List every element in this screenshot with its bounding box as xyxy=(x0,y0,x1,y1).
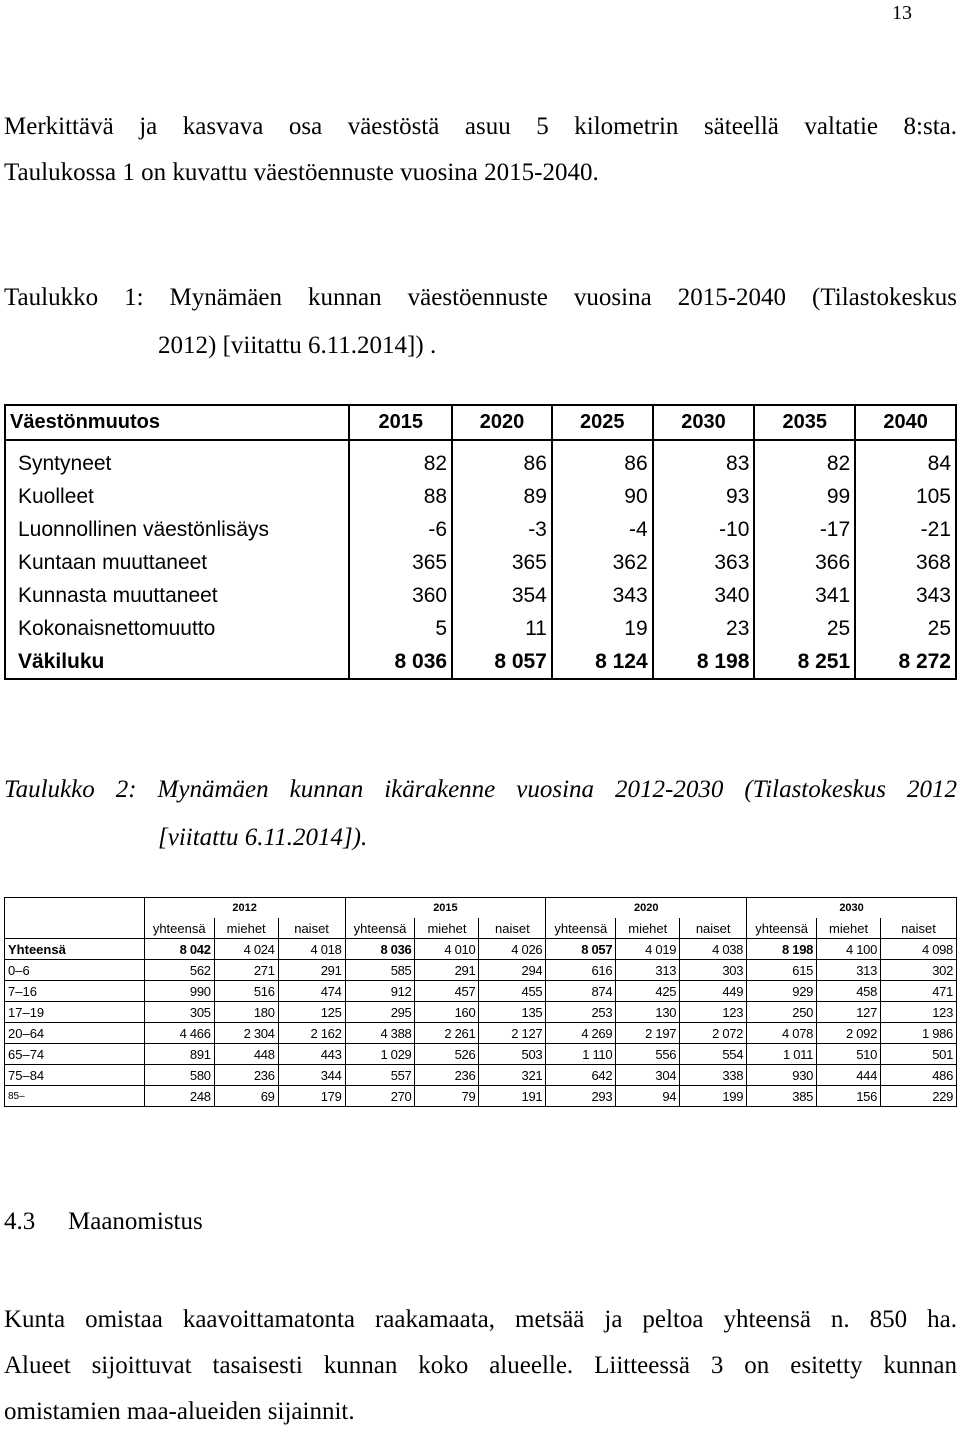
table2-cell: 305 xyxy=(144,1002,214,1023)
table2-cell: 270 xyxy=(345,1086,415,1107)
section-heading xyxy=(4,1208,203,1236)
table1-row xyxy=(5,513,956,546)
table1-cell: 86 xyxy=(552,440,653,480)
table1-cell: 82 xyxy=(349,440,452,480)
table2-row xyxy=(5,1086,957,1107)
table1-cell: 8 198 xyxy=(653,645,755,679)
table2-cell: 179 xyxy=(278,1086,345,1107)
table2-cell: 458 xyxy=(817,981,881,1002)
population-change-table xyxy=(4,404,957,680)
table2-cell: 503 xyxy=(479,1044,546,1065)
table1-cell: 8 057 xyxy=(452,645,552,679)
table2-cell: 457 xyxy=(415,981,479,1002)
table2-cell: 8 057 xyxy=(546,939,616,960)
table2-cell: 471 xyxy=(881,981,957,1002)
table1-cell: 25 xyxy=(855,612,956,645)
table1-cell: 11 xyxy=(452,612,552,645)
table1-cell: 86 xyxy=(452,440,552,480)
intro-line-1: Merkittävä ja kasvava osa väestöstä asuu 5 kilometrin säteellä valtatie 8:sta. xyxy=(4,113,957,140)
table2-cell: 94 xyxy=(616,1086,680,1107)
table2-subheader-row xyxy=(5,918,957,939)
table2-cell: 79 xyxy=(415,1086,479,1107)
table2-cell: 2 162 xyxy=(278,1023,345,1044)
table2-cell: 4 010 xyxy=(415,939,479,960)
table1-cell: 8 036 xyxy=(349,645,452,679)
table2-cell: 385 xyxy=(747,1086,817,1107)
table2-subheader: naiset xyxy=(479,918,546,939)
table2-cell: 580 xyxy=(144,1065,214,1086)
table2-cell: 2 127 xyxy=(479,1023,546,1044)
table1-cell: 5 xyxy=(349,612,452,645)
table1-row xyxy=(5,612,956,645)
table2-cell: 250 xyxy=(747,1002,817,1023)
table1-row-label: Kokonaisnettomuutto xyxy=(5,612,349,645)
table2-row xyxy=(5,1044,957,1065)
table2-cell: 4 038 xyxy=(680,939,747,960)
table2-cell: 585 xyxy=(345,960,415,981)
table1-cell: 340 xyxy=(653,579,755,612)
table2-caption xyxy=(4,766,957,862)
table2-cell: 4 466 xyxy=(144,1023,214,1044)
table2-cell: 1 029 xyxy=(345,1044,415,1065)
table2-corner xyxy=(5,898,145,939)
closing-paragraph xyxy=(4,1297,957,1435)
table2-row xyxy=(5,981,957,1002)
closing-line-3: omistamien maa-alueiden sijainnit. xyxy=(4,1398,355,1425)
table1-header-year: 2020 xyxy=(452,405,552,440)
table1-cell: 8 272 xyxy=(855,645,956,679)
closing-line-2: Alueet sijoittuvat tasaisesti kunnan koko alueelle. Liitteessä 3 on esitetty kunnan xyxy=(4,1352,957,1379)
section-title: Maanomistus xyxy=(68,1208,203,1235)
table2-subheader: miehet xyxy=(415,918,479,939)
table2-cell: 425 xyxy=(616,981,680,1002)
page-number: 13 xyxy=(892,2,912,24)
table2-cell: 135 xyxy=(479,1002,546,1023)
table1-caption-line-1: Taulukko 1: Mynämäen kunnan väestöennuste vuosina 2015-2040 (Tilastokeskus xyxy=(4,284,957,311)
intro-paragraph xyxy=(4,104,957,196)
table2-cell: 123 xyxy=(881,1002,957,1023)
table2-cell: 2 197 xyxy=(616,1023,680,1044)
table2-cell: 930 xyxy=(747,1065,817,1086)
table2-cell: 125 xyxy=(278,1002,345,1023)
table1-header-year: 2030 xyxy=(653,405,755,440)
table1-cell: 365 xyxy=(452,546,552,579)
table2-cell: 1 011 xyxy=(747,1044,817,1065)
table2-cell: 2 261 xyxy=(415,1023,479,1044)
table2-cell: 874 xyxy=(546,981,616,1002)
table2-row-label: 65–74 xyxy=(5,1044,145,1065)
table1-cell: 99 xyxy=(754,480,855,513)
table1-header-year: 2015 xyxy=(349,405,452,440)
table2-cell: 123 xyxy=(680,1002,747,1023)
table2-cell: 990 xyxy=(144,981,214,1002)
table2-subheader: naiset xyxy=(881,918,957,939)
table2-cell: 2 072 xyxy=(680,1023,747,1044)
table2-cell: 444 xyxy=(817,1065,881,1086)
table2-cell: 449 xyxy=(680,981,747,1002)
table2-cell: 8 042 xyxy=(144,939,214,960)
table2-cell: 303 xyxy=(680,960,747,981)
table1-cell: 365 xyxy=(349,546,452,579)
table2-year-header: 2015 xyxy=(345,898,546,919)
table2-cell: 562 xyxy=(144,960,214,981)
table2-cell: 295 xyxy=(345,1002,415,1023)
table1-header-label: Väestönmuutos xyxy=(5,405,349,440)
table1-cell: 93 xyxy=(653,480,755,513)
table2-cell: 344 xyxy=(278,1065,345,1086)
table1-cell: 366 xyxy=(754,546,855,579)
table2-cell: 156 xyxy=(817,1086,881,1107)
table1-row-label: Kunnasta muuttaneet xyxy=(5,579,349,612)
table2-cell: 4 388 xyxy=(345,1023,415,1044)
table2-cell: 615 xyxy=(747,960,817,981)
table1-row-label: Kuntaan muuttaneet xyxy=(5,546,349,579)
table1-cell: 343 xyxy=(855,579,956,612)
table2-cell: 2 092 xyxy=(817,1023,881,1044)
table2-cell: 127 xyxy=(817,1002,881,1023)
table2-year-header: 2030 xyxy=(747,898,957,919)
table1-header-year: 2035 xyxy=(754,405,855,440)
table1-cell: -21 xyxy=(855,513,956,546)
table2-row xyxy=(5,1065,957,1086)
table2-row-label: Yhteensä xyxy=(5,939,145,960)
intro-line-2: Taulukossa 1 on kuvattu väestöennuste vuosina 2015-2040. xyxy=(4,159,599,186)
table2-row xyxy=(5,960,957,981)
table2-cell: 191 xyxy=(479,1086,546,1107)
table2-cell: 313 xyxy=(817,960,881,981)
section-number: 4.3 xyxy=(4,1208,36,1235)
table2-cell: 291 xyxy=(278,960,345,981)
table2-cell: 891 xyxy=(144,1044,214,1065)
table2-cell: 1 110 xyxy=(546,1044,616,1065)
table2-cell: 294 xyxy=(479,960,546,981)
table2-cell: 510 xyxy=(817,1044,881,1065)
table2-cell: 4 269 xyxy=(546,1023,616,1044)
table2-cell: 338 xyxy=(680,1065,747,1086)
table2-cell: 8 198 xyxy=(747,939,817,960)
table2-cell: 302 xyxy=(881,960,957,981)
table2-cell: 321 xyxy=(479,1065,546,1086)
table2-subheader: yhteensä xyxy=(747,918,817,939)
table1-header-year: 2040 xyxy=(855,405,956,440)
table2-cell: 4 100 xyxy=(817,939,881,960)
table1-row xyxy=(5,546,956,579)
table2-row-label: 20–64 xyxy=(5,1023,145,1044)
table1-row-label: Kuolleet xyxy=(5,480,349,513)
table2-subheader: naiset xyxy=(278,918,345,939)
table1-cell: 341 xyxy=(754,579,855,612)
table2-cell: 455 xyxy=(479,981,546,1002)
table2-cell: 160 xyxy=(415,1002,479,1023)
table2-cell: 929 xyxy=(747,981,817,1002)
table2-cell: 448 xyxy=(214,1044,278,1065)
table1-header-row xyxy=(5,405,956,440)
table2-cell: 526 xyxy=(415,1044,479,1065)
table2-cell: 1 986 xyxy=(881,1023,957,1044)
table1-row xyxy=(5,440,956,480)
table2-subheader: miehet xyxy=(616,918,680,939)
table1-row-label: Väkiluku xyxy=(5,645,349,679)
table2-subheader: yhteensä xyxy=(144,918,214,939)
table2-cell: 4 026 xyxy=(479,939,546,960)
table1-cell: -17 xyxy=(754,513,855,546)
table2-cell: 199 xyxy=(680,1086,747,1107)
table1-cell: 343 xyxy=(552,579,653,612)
table2-year-header: 2012 xyxy=(144,898,345,919)
table2-cell: 4 078 xyxy=(747,1023,817,1044)
table2-cell: 2 304 xyxy=(214,1023,278,1044)
table1-cell: 23 xyxy=(653,612,755,645)
table1-row xyxy=(5,480,956,513)
table1-cell: 88 xyxy=(349,480,452,513)
table1-cell: 83 xyxy=(653,440,755,480)
table2-cell: 253 xyxy=(546,1002,616,1023)
table1-cell: 362 xyxy=(552,546,653,579)
table1-row xyxy=(5,645,956,679)
table2-year-header: 2020 xyxy=(546,898,747,919)
table1-cell: 354 xyxy=(452,579,552,612)
table2-cell: 557 xyxy=(345,1065,415,1086)
table1-cell: 25 xyxy=(754,612,855,645)
table2-year-row xyxy=(5,898,957,919)
table2-cell: 236 xyxy=(214,1065,278,1086)
table2-cell: 474 xyxy=(278,981,345,1002)
table1-cell: 84 xyxy=(855,440,956,480)
table1-row-label: Luonnollinen väestönlisäys xyxy=(5,513,349,546)
table2-subheader: miehet xyxy=(817,918,881,939)
table1-row-label: Syntyneet xyxy=(5,440,349,480)
table2-cell: 69 xyxy=(214,1086,278,1107)
table2-caption-line-2: [viitattu 6.11.2014]). xyxy=(158,824,368,851)
table2-row-label: 7–16 xyxy=(5,981,145,1002)
table2-row-label: 75–84 xyxy=(5,1065,145,1086)
table2-cell: 130 xyxy=(616,1002,680,1023)
table2-cell: 229 xyxy=(881,1086,957,1107)
table2-cell: 516 xyxy=(214,981,278,1002)
table2-cell: 554 xyxy=(680,1044,747,1065)
table2-cell: 4 098 xyxy=(881,939,957,960)
table1-cell: 8 251 xyxy=(754,645,855,679)
table2-caption-line-1: Taulukko 2: Mynämäen kunnan ikärakenne vuosina 2012-2030 (Tilastokeskus 2012 xyxy=(4,776,957,803)
table1-cell: 360 xyxy=(349,579,452,612)
table1-caption xyxy=(4,274,957,370)
table2-cell: 4 018 xyxy=(278,939,345,960)
table1-cell: 8 124 xyxy=(552,645,653,679)
table2-subheader: yhteensä xyxy=(546,918,616,939)
table1-cell: -10 xyxy=(653,513,755,546)
table1-row xyxy=(5,579,956,612)
table2-cell: 291 xyxy=(415,960,479,981)
table1-cell: -3 xyxy=(452,513,552,546)
table2-cell: 642 xyxy=(546,1065,616,1086)
table2-cell: 304 xyxy=(616,1065,680,1086)
table2-cell: 443 xyxy=(278,1044,345,1065)
table2-cell: 912 xyxy=(345,981,415,1002)
table2-cell: 501 xyxy=(881,1044,957,1065)
closing-line-1: Kunta omistaa kaavoittamatonta raakamaata, metsää ja peltoa yhteensä n. 850 ha. xyxy=(4,1306,957,1333)
table2-cell: 4 019 xyxy=(616,939,680,960)
table2-row xyxy=(5,939,957,960)
table2-cell: 486 xyxy=(881,1065,957,1086)
table1-cell: 105 xyxy=(855,480,956,513)
age-structure-table xyxy=(4,897,957,1107)
table1-caption-line-2: 2012) [viitattu 6.11.2014]) . xyxy=(158,332,437,359)
table1-cell: 363 xyxy=(653,546,755,579)
table1-header-year: 2025 xyxy=(552,405,653,440)
table2-cell: 8 036 xyxy=(345,939,415,960)
table2-cell: 236 xyxy=(415,1065,479,1086)
table2-cell: 313 xyxy=(616,960,680,981)
table2-row xyxy=(5,1002,957,1023)
table2-cell: 556 xyxy=(616,1044,680,1065)
table2-subheader: miehet xyxy=(214,918,278,939)
table2-cell: 293 xyxy=(546,1086,616,1107)
table1-cell: 89 xyxy=(452,480,552,513)
table2-cell: 271 xyxy=(214,960,278,981)
table2-cell: 4 024 xyxy=(214,939,278,960)
table2-row-label: 0–6 xyxy=(5,960,145,981)
table1-cell: 19 xyxy=(552,612,653,645)
table2-subheader: naiset xyxy=(680,918,747,939)
table2-row-label: 17–19 xyxy=(5,1002,145,1023)
table1-cell: 82 xyxy=(754,440,855,480)
table1-cell: -6 xyxy=(349,513,452,546)
table2-cell: 180 xyxy=(214,1002,278,1023)
table2-row xyxy=(5,1023,957,1044)
table2-cell: 616 xyxy=(546,960,616,981)
table1-cell: 368 xyxy=(855,546,956,579)
table1-cell: 90 xyxy=(552,480,653,513)
table1-cell: -4 xyxy=(552,513,653,546)
table2-subheader: yhteensä xyxy=(345,918,415,939)
table2-row-label: 85– xyxy=(5,1086,145,1107)
table2-cell: 248 xyxy=(144,1086,214,1107)
